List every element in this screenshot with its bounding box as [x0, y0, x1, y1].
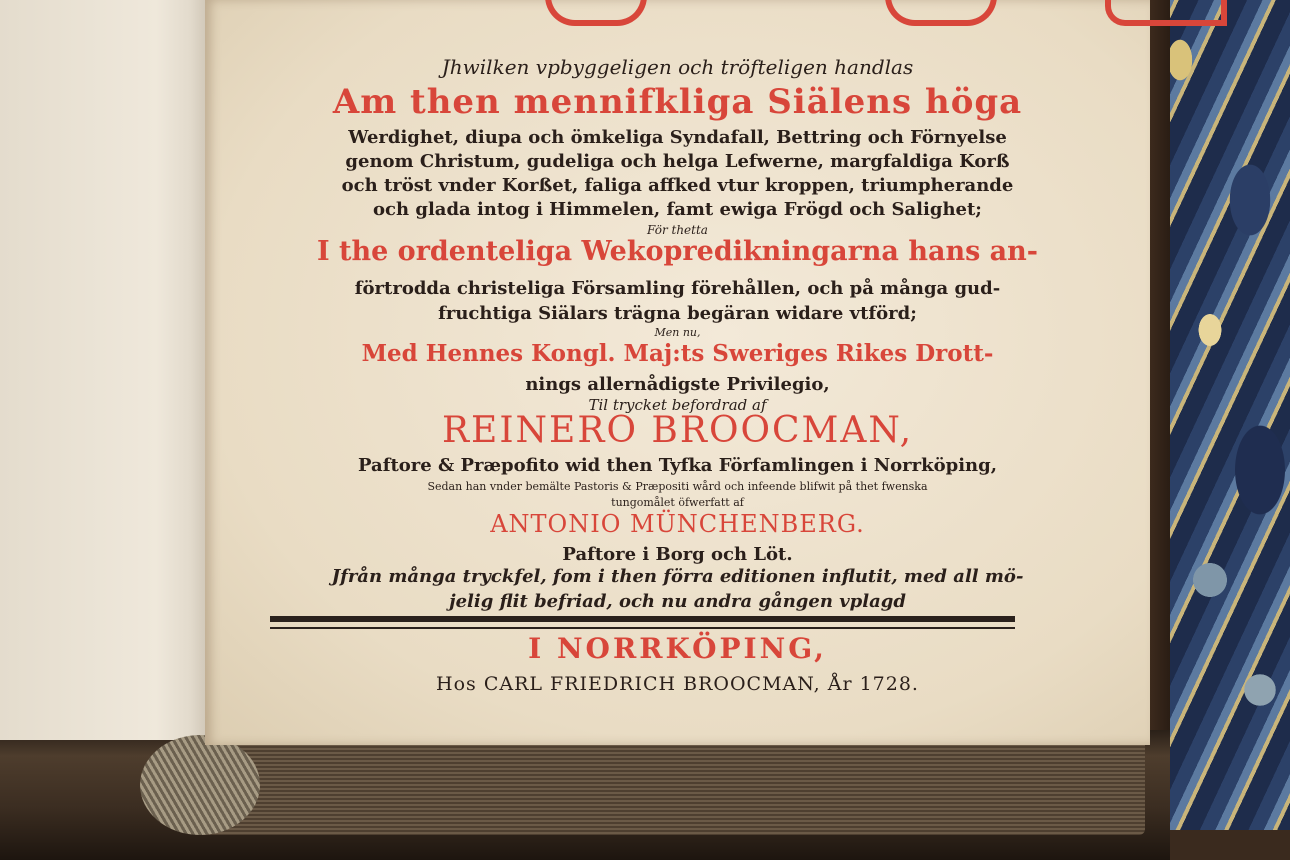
headband [140, 735, 260, 835]
title-line-15: REINERO BROOCMAN, [441, 410, 914, 451]
title-line-4: genom Christum, gudeliga och helga Lefwerne, margfaldiga Korß [345, 151, 1010, 172]
page-edges [200, 740, 1145, 835]
title-page [205, 0, 1150, 745]
title-line-17: Sedan han vnder bemälte Pastoris & Præpositi wård och infeende blifwit på thet fwenska [427, 480, 928, 493]
title-line-24: Hos CARL FRIEDRICH BROOCMAN, År 1728. [436, 673, 919, 695]
title-line-23: I NORRKÖPING, [528, 632, 827, 665]
title-line-18: tungomålet öfwerfatt af [611, 496, 744, 509]
title-fragment [545, 0, 1225, 30]
title-line-10: fruchtiga Siälars trägna begäran widare vtförd; [438, 303, 917, 324]
double-rule-top [270, 616, 1015, 622]
title-line-2: Am then mennifkliga Siälens höga [332, 82, 1023, 122]
title-line-11: Men nu, [654, 326, 701, 339]
marbled-cover [1150, 0, 1290, 830]
title-line-21: Jfrån många tryckfel, fom i then förra editionen influtit, med all mö- [331, 566, 1024, 587]
title-line-13: nings allernådigste Privilegio, [525, 374, 830, 395]
title-line-12: Med Hennes Kongl. Maj:ts Sweriges Rikes Drott- [361, 340, 994, 367]
title-line-7: För thetta [647, 223, 708, 237]
title-line-5: och tröst vnder Korßet, faliga affked vtur kroppen, triumpherande [341, 175, 1014, 196]
title-line-20: Paftore i Borg och Löt. [562, 544, 793, 565]
title-line-22: jelig flit befriad, och nu andra gången vplagd [449, 591, 906, 612]
title-line-1: Jhwilken vpbyggeligen och tröfteligen handlas [441, 55, 914, 79]
title-line-8: I the ordenteliga Wekopredikningarna hans an- [316, 236, 1039, 267]
title-line-9: förtrodda christeliga Församling förehållen, och på många gud- [354, 278, 1001, 299]
title-line-19: ANTONIO MÜNCHENBERG. [490, 510, 865, 538]
title-line-14: Til trycket befordrad af [588, 396, 767, 414]
title-line-3: Werdighet, diupa och ömkeliga Syndafall, Bettring och Förnyelse [348, 127, 1007, 148]
title-line-6: och glada intog i Himmelen, famt ewiga Frögd och Salighet; [373, 199, 982, 220]
double-rule-bottom [270, 627, 1015, 629]
title-line-16: Paftore & Præpofito wid then Tyfka Förfamlingen i Norrköping, [357, 455, 997, 476]
